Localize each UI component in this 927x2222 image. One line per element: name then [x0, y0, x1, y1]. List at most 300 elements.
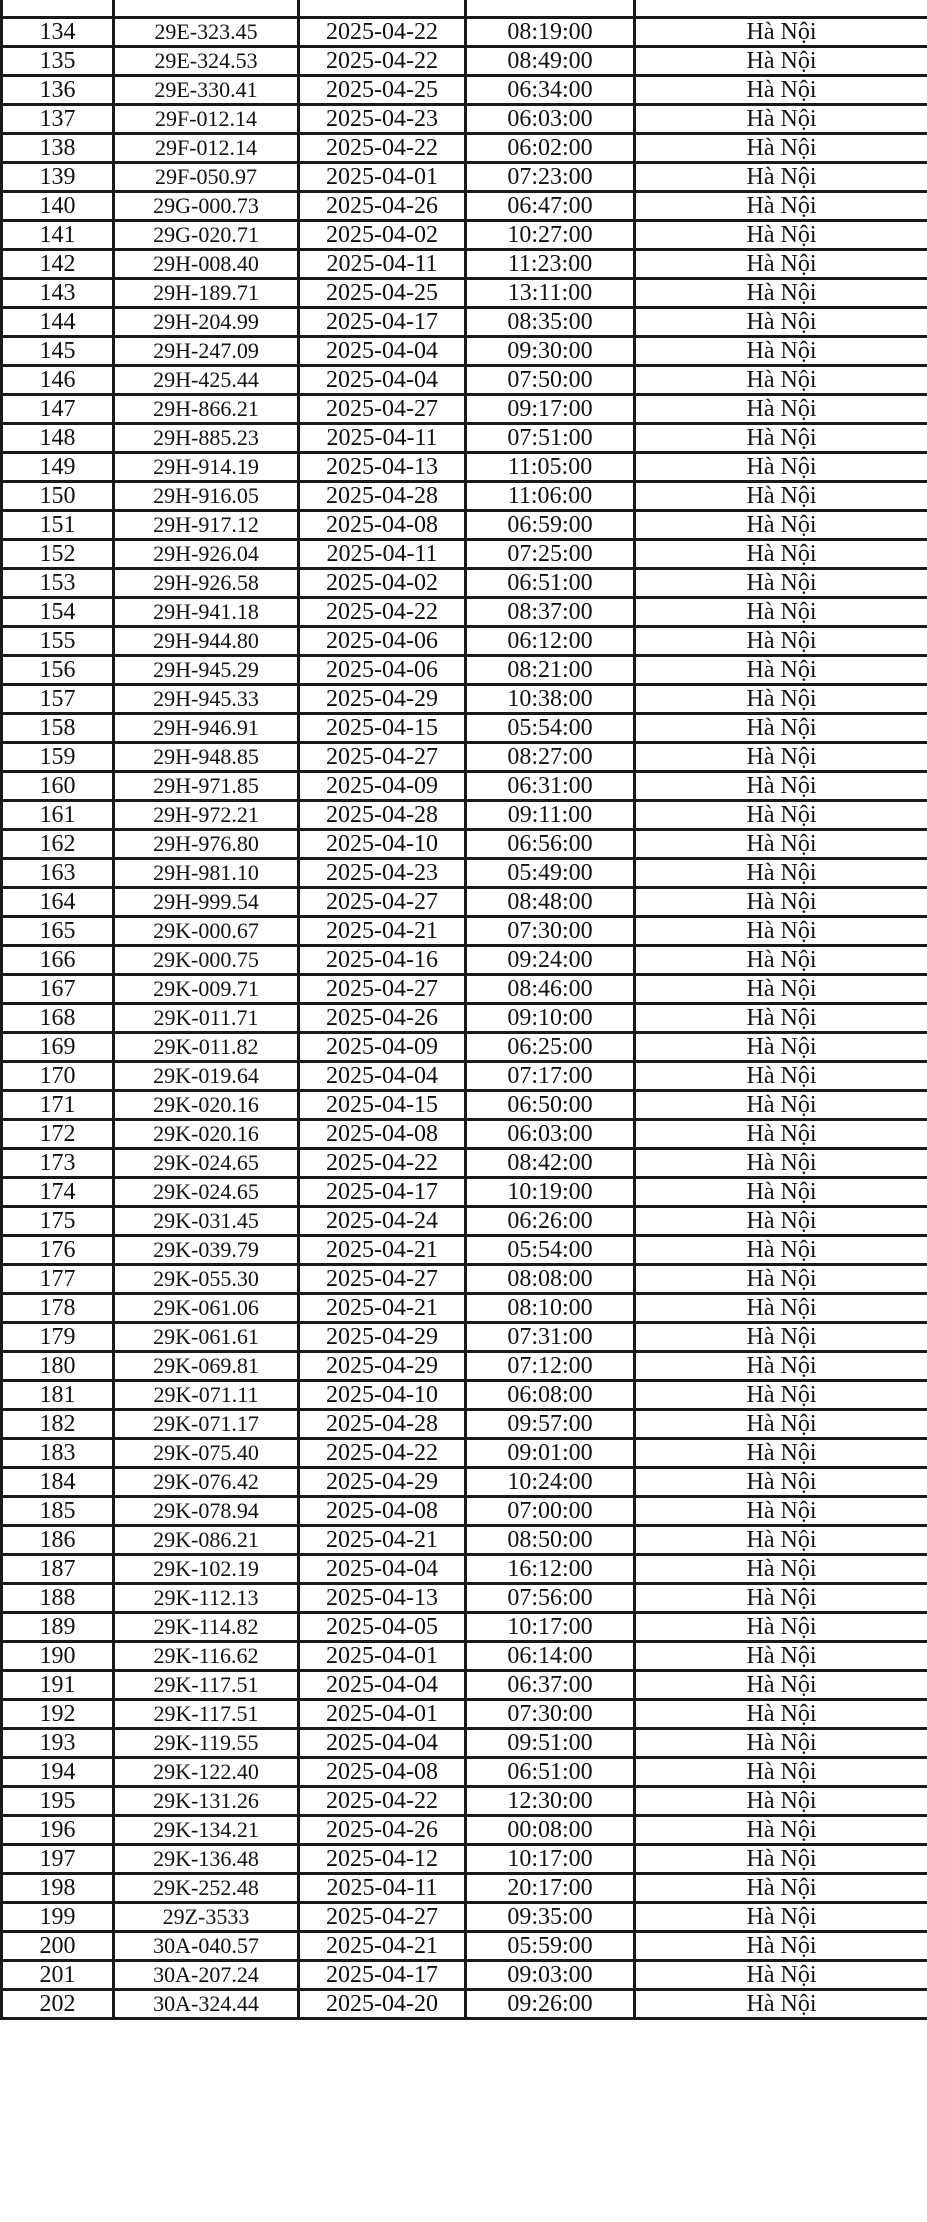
table-row: [2, 1874, 927, 1903]
violation-date-cell: 2025-04-08: [299, 1497, 466, 1526]
table-row: [2, 1091, 927, 1120]
violation-date-cell: 2025-04-23: [299, 859, 466, 888]
violation-time-cell: 09:10:00: [466, 1004, 635, 1033]
license-plate-cell: 29H-971.85: [114, 772, 299, 801]
row-number-cell: 171: [2, 1091, 114, 1120]
location-cell: Hà Nội: [635, 1294, 927, 1323]
violation-date-cell: 2025-04-20: [299, 1990, 466, 2019]
table-row: [2, 1903, 927, 1932]
table-row: [2, 830, 927, 859]
violation-date-cell: 2025-04-27: [299, 888, 466, 917]
violation-date-cell: 2025-04-13: [299, 453, 466, 482]
violation-date-cell: 2025-04-21: [299, 1932, 466, 1961]
location-cell: Hà Nội: [635, 1352, 927, 1381]
table-row: [2, 1323, 927, 1352]
row-number-cell: 196: [2, 1816, 114, 1845]
row-number-cell: 170: [2, 1062, 114, 1091]
row-number-cell: 148: [2, 424, 114, 453]
table-row: [2, 1758, 927, 1787]
row-number-cell: 141: [2, 221, 114, 250]
license-plate-cell: 29H-972.21: [114, 801, 299, 830]
license-plate-cell: 29E-330.41: [114, 76, 299, 105]
location-cell: Hà Nội: [635, 1642, 927, 1671]
violation-date-cell: 2025-04-09: [299, 772, 466, 801]
table-row: [2, 424, 927, 453]
table-row: [2, 1149, 927, 1178]
violation-date-cell: 2025-04-26: [299, 1004, 466, 1033]
violation-date-cell: 2025-04-27: [299, 1903, 466, 1932]
row-number-cell: 180: [2, 1352, 114, 1381]
location-cell: Hà Nội: [635, 424, 927, 453]
violation-time-cell: 09:26:00: [466, 1990, 635, 2019]
row-number-cell: 187: [2, 1555, 114, 1584]
violation-time-cell: 10:24:00: [466, 1468, 635, 1497]
violation-date-cell: 2025-04-02: [299, 221, 466, 250]
row-number-cell: 178: [2, 1294, 114, 1323]
violation-date-cell: 2025-04-11: [299, 250, 466, 279]
table-row: [2, 1932, 927, 1961]
violation-time-cell: 07:30:00: [466, 917, 635, 946]
violation-date-cell: 2025-04-22: [299, 18, 466, 47]
location-cell: Hà Nội: [635, 163, 927, 192]
license-plate-cell: 29K-031.45: [114, 1207, 299, 1236]
violation-time-cell: 08:08:00: [466, 1265, 635, 1294]
violation-time-cell: 11:05:00: [466, 453, 635, 482]
location-cell: Hà Nội: [635, 76, 927, 105]
row-number-cell: 162: [2, 830, 114, 859]
location-cell: Hà Nội: [635, 830, 927, 859]
row-number-cell: 144: [2, 308, 114, 337]
row-number-cell: 168: [2, 1004, 114, 1033]
location-cell: Hà Nội: [635, 18, 927, 47]
violation-time-cell: 08:46:00: [466, 975, 635, 1004]
table-row: [2, 1439, 927, 1468]
license-plate-cell: 29K-020.16: [114, 1091, 299, 1120]
row-number-cell: 165: [2, 917, 114, 946]
row-number-cell: 173: [2, 1149, 114, 1178]
row-number-cell: 161: [2, 801, 114, 830]
violation-date-cell: 2025-04-16: [299, 946, 466, 975]
table-row: [2, 308, 927, 337]
license-plate-cell: 29H-999.54: [114, 888, 299, 917]
violation-time-cell: 09:57:00: [466, 1410, 635, 1439]
row-number-cell: 134: [2, 18, 114, 47]
violation-time-cell: 09:30:00: [466, 337, 635, 366]
violation-date-cell: 2025-04-23: [299, 105, 466, 134]
table-row: [2, 1207, 927, 1236]
license-plate-cell: 29K-024.65: [114, 1149, 299, 1178]
license-plate-cell: 29K-117.51: [114, 1671, 299, 1700]
violation-time-cell: 07:00:00: [466, 1497, 635, 1526]
row-number-cell: 201: [2, 1961, 114, 1990]
row-number-cell: 190: [2, 1642, 114, 1671]
violation-time-cell: 08:19:00: [466, 18, 635, 47]
violation-date-cell: 2025-04-28: [299, 1410, 466, 1439]
table-row: [2, 221, 927, 250]
violation-date-cell: 2025-04-17: [299, 308, 466, 337]
table-row: [2, 975, 927, 1004]
location-cell: Hà Nội: [635, 685, 927, 714]
violation-time-cell: 05:49:00: [466, 859, 635, 888]
table-row: [2, 1381, 927, 1410]
license-plate-cell: 29H-926.58: [114, 569, 299, 598]
license-plate-cell: 29K-252.48: [114, 1874, 299, 1903]
table-row: [2, 1555, 927, 1584]
violation-date-cell: 2025-04-13: [299, 1584, 466, 1613]
table-row: [2, 18, 927, 47]
violation-time-cell: 06:12:00: [466, 627, 635, 656]
row-number-cell: 140: [2, 192, 114, 221]
table-row: [2, 772, 927, 801]
violation-date-cell: 2025-04-27: [299, 743, 466, 772]
violation-time-cell: 05:59:00: [466, 1932, 635, 1961]
row-number-cell: 137: [2, 105, 114, 134]
violation-date-cell: 2025-04-01: [299, 1700, 466, 1729]
row-number-cell: 152: [2, 540, 114, 569]
row-number-cell: 185: [2, 1497, 114, 1526]
violation-time-cell: 07:56:00: [466, 1584, 635, 1613]
violation-date-cell: 2025-04-08: [299, 511, 466, 540]
license-plate-cell: 29K-086.21: [114, 1526, 299, 1555]
license-plate-cell: 29K-116.62: [114, 1642, 299, 1671]
violation-time-cell: 08:42:00: [466, 1149, 635, 1178]
table-row: [2, 569, 927, 598]
violation-date-cell: 2025-04-04: [299, 1555, 466, 1584]
violation-time-cell: 06:37:00: [466, 1671, 635, 1700]
violation-time-cell: 06:02:00: [466, 134, 635, 163]
table-row: [2, 598, 927, 627]
license-plate-cell: 29K-122.40: [114, 1758, 299, 1787]
violation-date-cell: 2025-04-29: [299, 1323, 466, 1352]
table-row: [2, 1613, 927, 1642]
violation-date-cell: 2025-04-29: [299, 685, 466, 714]
violation-time-cell: 07:30:00: [466, 1700, 635, 1729]
location-cell: Hà Nội: [635, 1903, 927, 1932]
license-plate-cell: 29H-885.23: [114, 424, 299, 453]
license-plate-cell: 29K-071.17: [114, 1410, 299, 1439]
location-cell: Hà Nội: [635, 1207, 927, 1236]
row-number-cell: 192: [2, 1700, 114, 1729]
table-row: [2, 1642, 927, 1671]
table-row: [2, 685, 927, 714]
table-row: [2, 888, 927, 917]
violation-date-cell: 2025-04-27: [299, 395, 466, 424]
table-row: [2, 656, 927, 685]
location-cell: Hà Nội: [635, 1497, 927, 1526]
table-row: [2, 627, 927, 656]
license-plate-cell: 29K-000.75: [114, 946, 299, 975]
location-cell: Hà Nội: [635, 366, 927, 395]
license-plate-cell: 29K-112.13: [114, 1584, 299, 1613]
row-number-cell: 155: [2, 627, 114, 656]
violation-date-cell: 2025-04-22: [299, 47, 466, 76]
table-row: [2, 1062, 927, 1091]
table-row: [2, 1526, 927, 1555]
violation-date-cell: 2025-04-08: [299, 1120, 466, 1149]
violation-date-cell: 2025-04-01: [299, 1642, 466, 1671]
license-plate-cell: 29H-247.09: [114, 337, 299, 366]
violation-time-cell: 06:03:00: [466, 1120, 635, 1149]
table-row: [2, 1671, 927, 1700]
table-row: [2, 1961, 927, 1990]
license-plate-cell: 30A-207.24: [114, 1961, 299, 1990]
location-cell: Hà Nội: [635, 1062, 927, 1091]
violation-date-cell: 2025-04-11: [299, 424, 466, 453]
violation-time-cell: 11:23:00: [466, 250, 635, 279]
row-number-cell: 142: [2, 250, 114, 279]
row-number-cell: 194: [2, 1758, 114, 1787]
license-plate-cell: 29K-000.67: [114, 917, 299, 946]
location-cell: Hà Nội: [635, 1468, 927, 1497]
violation-time-cell: 09:24:00: [466, 946, 635, 975]
violation-time-cell: 00:08:00: [466, 1816, 635, 1845]
violation-date-cell: 2025-04-22: [299, 1439, 466, 1468]
violation-time-cell: 07:50:00: [466, 366, 635, 395]
table-row: [2, 1584, 927, 1613]
violation-date-cell: 2025-04-10: [299, 830, 466, 859]
license-plate-cell: 29K-114.82: [114, 1613, 299, 1642]
license-plate-cell: 30A-324.44: [114, 1990, 299, 2019]
violation-time-cell: 07:17:00: [466, 1062, 635, 1091]
license-plate-cell: 29Z-3533: [114, 1903, 299, 1932]
violation-time-cell: 08:50:00: [466, 1526, 635, 1555]
violation-date-cell: 2025-04-12: [299, 1845, 466, 1874]
violation-time-cell: 09:01:00: [466, 1439, 635, 1468]
row-number-cell: 166: [2, 946, 114, 975]
row-number-cell: 154: [2, 598, 114, 627]
violation-time-cell: 06:59:00: [466, 511, 635, 540]
license-plate-cell: 29K-061.06: [114, 1294, 299, 1323]
violation-time-cell: 06:26:00: [466, 1207, 635, 1236]
table-row: [2, 1004, 927, 1033]
location-cell: Hà Nội: [635, 1149, 927, 1178]
row-number-cell: 188: [2, 1584, 114, 1613]
location-cell: Hà Nội: [635, 279, 927, 308]
location-cell: Hà Nội: [635, 1033, 927, 1062]
violation-date-cell: 2025-04-05: [299, 1613, 466, 1642]
violation-time-cell: 06:08:00: [466, 1381, 635, 1410]
violation-time-cell: 05:54:00: [466, 714, 635, 743]
location-cell: Hà Nội: [635, 1932, 927, 1961]
violation-time-cell: 06:47:00: [466, 192, 635, 221]
license-plate-cell: 29K-117.51: [114, 1700, 299, 1729]
table-row: [2, 859, 927, 888]
violation-date-cell: 2025-04-24: [299, 1207, 466, 1236]
violation-time-cell: 06:51:00: [466, 1758, 635, 1787]
violation-date-cell: 2025-04-21: [299, 917, 466, 946]
license-plate-cell: 29G-020.71: [114, 221, 299, 250]
row-number-cell: 181: [2, 1381, 114, 1410]
location-cell: Hà Nội: [635, 569, 927, 598]
row-number-cell: 195: [2, 1787, 114, 1816]
license-plate-cell: 29K-076.42: [114, 1468, 299, 1497]
table-row: [2, 1729, 927, 1758]
row-number-cell: 177: [2, 1265, 114, 1294]
table-row: [2, 453, 927, 482]
violation-date-cell: 2025-04-10: [299, 1381, 466, 1410]
table-row: [2, 1787, 927, 1816]
row-number-cell: [2, 0, 114, 18]
location-cell: Hà Nội: [635, 1091, 927, 1120]
violation-date-cell: 2025-04-15: [299, 714, 466, 743]
table-row: [2, 1236, 927, 1265]
location-cell: Hà Nội: [635, 308, 927, 337]
violation-date-cell: 2025-04-15: [299, 1091, 466, 1120]
violation-time-cell: 08:49:00: [466, 47, 635, 76]
row-number-cell: 163: [2, 859, 114, 888]
violation-time-cell: [466, 0, 635, 18]
row-number-cell: 143: [2, 279, 114, 308]
table-row: [2, 1845, 927, 1874]
location-cell: Hà Nội: [635, 47, 927, 76]
license-plate-cell: 29H-945.33: [114, 685, 299, 714]
location-cell: Hà Nội: [635, 1236, 927, 1265]
license-plate-cell: 29H-008.40: [114, 250, 299, 279]
location-cell: Hà Nội: [635, 511, 927, 540]
license-plate-cell: 29K-134.21: [114, 1816, 299, 1845]
violation-time-cell: 06:56:00: [466, 830, 635, 859]
license-plate-cell: 29F-012.14: [114, 105, 299, 134]
violation-date-cell: 2025-04-26: [299, 192, 466, 221]
row-number-cell: 136: [2, 76, 114, 105]
license-plate-cell: 30A-040.57: [114, 1932, 299, 1961]
violation-date-cell: 2025-04-22: [299, 1787, 466, 1816]
violation-time-cell: 08:10:00: [466, 1294, 635, 1323]
license-plate-cell: [114, 0, 299, 18]
violation-time-cell: 07:31:00: [466, 1323, 635, 1352]
row-number-cell: 145: [2, 337, 114, 366]
row-number-cell: 158: [2, 714, 114, 743]
violation-date-cell: 2025-04-21: [299, 1526, 466, 1555]
license-plate-cell: 29H-916.05: [114, 482, 299, 511]
table-row: [2, 1700, 927, 1729]
table-row: [2, 1120, 927, 1149]
row-number-cell: 156: [2, 656, 114, 685]
location-cell: Hà Nội: [635, 453, 927, 482]
violation-time-cell: 06:34:00: [466, 76, 635, 105]
row-number-cell: 191: [2, 1671, 114, 1700]
license-plate-cell: 29H-945.29: [114, 656, 299, 685]
location-cell: Hà Nội: [635, 1004, 927, 1033]
location-cell: Hà Nội: [635, 1265, 927, 1294]
license-plate-cell: 29K-136.48: [114, 1845, 299, 1874]
row-number-cell: 167: [2, 975, 114, 1004]
license-plate-cell: 29H-425.44: [114, 366, 299, 395]
license-plate-cell: 29K-019.64: [114, 1062, 299, 1091]
row-number-cell: 146: [2, 366, 114, 395]
license-plate-cell: 29H-948.85: [114, 743, 299, 772]
table-row: [2, 1178, 927, 1207]
violation-time-cell: 08:21:00: [466, 656, 635, 685]
violation-date-cell: 2025-04-27: [299, 975, 466, 1004]
location-cell: Hà Nội: [635, 1729, 927, 1758]
violation-date-cell: 2025-04-25: [299, 279, 466, 308]
table-row: [2, 250, 927, 279]
row-number-cell: 193: [2, 1729, 114, 1758]
row-number-cell: 202: [2, 1990, 114, 2019]
table-row: [2, 366, 927, 395]
table-row: [2, 917, 927, 946]
location-cell: Hà Nội: [635, 1700, 927, 1729]
location-cell: Hà Nội: [635, 946, 927, 975]
row-number-cell: 151: [2, 511, 114, 540]
violation-date-cell: 2025-04-29: [299, 1468, 466, 1497]
row-number-cell: 157: [2, 685, 114, 714]
location-cell: Hà Nội: [635, 1439, 927, 1468]
table-row: [2, 801, 927, 830]
violation-date-cell: 2025-04-21: [299, 1236, 466, 1265]
license-plate-cell: 29K-061.61: [114, 1323, 299, 1352]
license-plate-cell: 29K-024.65: [114, 1178, 299, 1207]
table-row: [2, 0, 927, 18]
license-plate-cell: 29H-189.71: [114, 279, 299, 308]
violation-date-cell: 2025-04-22: [299, 134, 466, 163]
location-cell: Hà Nội: [635, 134, 927, 163]
violation-time-cell: 16:12:00: [466, 1555, 635, 1584]
row-number-cell: 139: [2, 163, 114, 192]
violation-date-cell: [299, 0, 466, 18]
row-number-cell: 150: [2, 482, 114, 511]
license-plate-cell: 29E-324.53: [114, 47, 299, 76]
row-number-cell: 175: [2, 1207, 114, 1236]
license-plate-cell: 29G-000.73: [114, 192, 299, 221]
location-cell: Hà Nội: [635, 1874, 927, 1903]
row-number-cell: 189: [2, 1613, 114, 1642]
row-number-cell: 186: [2, 1526, 114, 1555]
location-cell: Hà Nội: [635, 105, 927, 134]
license-plate-cell: 29H-926.04: [114, 540, 299, 569]
table-row: [2, 1990, 927, 2019]
location-cell: Hà Nội: [635, 221, 927, 250]
location-cell: Hà Nội: [635, 656, 927, 685]
violation-time-cell: 09:35:00: [466, 1903, 635, 1932]
table-row: [2, 1410, 927, 1439]
violation-time-cell: 10:19:00: [466, 1178, 635, 1207]
violation-date-cell: 2025-04-02: [299, 569, 466, 598]
row-number-cell: 182: [2, 1410, 114, 1439]
row-number-cell: 176: [2, 1236, 114, 1265]
location-cell: Hà Nội: [635, 482, 927, 511]
row-number-cell: 199: [2, 1903, 114, 1932]
location-cell: Hà Nội: [635, 540, 927, 569]
license-plate-cell: 29K-069.81: [114, 1352, 299, 1381]
violation-time-cell: 08:37:00: [466, 598, 635, 627]
table-row: [2, 1033, 927, 1062]
location-cell: Hà Nội: [635, 743, 927, 772]
license-plate-cell: 29K-009.71: [114, 975, 299, 1004]
violation-time-cell: 10:38:00: [466, 685, 635, 714]
license-plate-cell: 29H-204.99: [114, 308, 299, 337]
violation-time-cell: 06:14:00: [466, 1642, 635, 1671]
row-number-cell: 160: [2, 772, 114, 801]
location-cell: Hà Nội: [635, 917, 927, 946]
violation-date-cell: 2025-04-04: [299, 337, 466, 366]
license-plate-cell: 29K-011.71: [114, 1004, 299, 1033]
violation-date-cell: 2025-04-09: [299, 1033, 466, 1062]
violation-time-cell: 06:51:00: [466, 569, 635, 598]
location-cell: Hà Nội: [635, 1816, 927, 1845]
location-cell: Hà Nội: [635, 395, 927, 424]
license-plate-cell: 29K-020.16: [114, 1120, 299, 1149]
violation-time-cell: 07:12:00: [466, 1352, 635, 1381]
location-cell: Hà Nội: [635, 1381, 927, 1410]
violation-time-cell: 08:48:00: [466, 888, 635, 917]
table-row: [2, 395, 927, 424]
location-cell: Hà Nội: [635, 1758, 927, 1787]
table-row: [2, 47, 927, 76]
license-plate-cell: 29K-078.94: [114, 1497, 299, 1526]
violation-date-cell: 2025-04-17: [299, 1178, 466, 1207]
